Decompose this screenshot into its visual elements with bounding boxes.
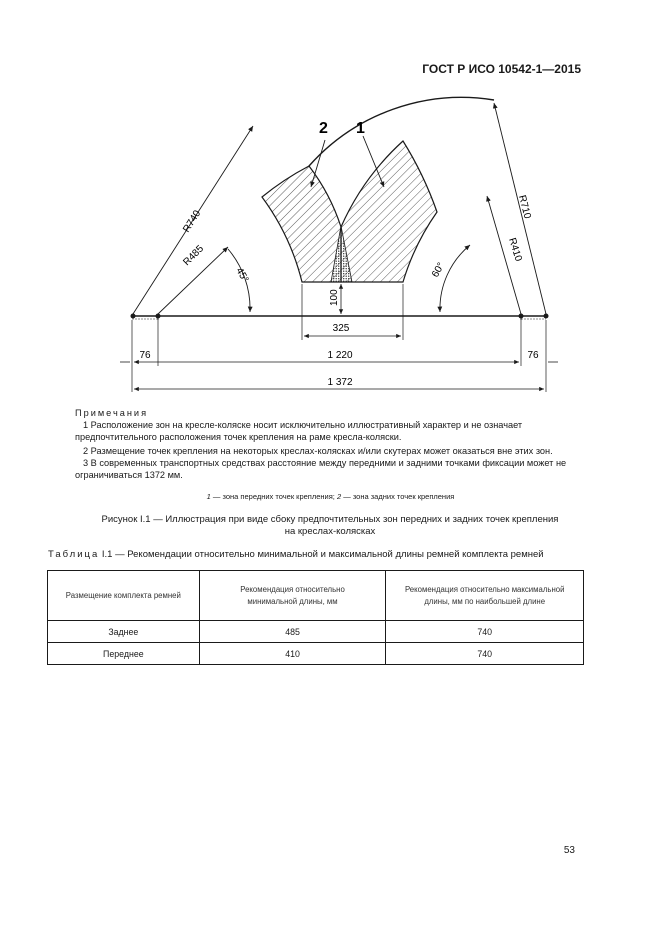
note-1: 1 Расположение зон на кресле-коляске носит исключительно иллюстративный характер и не означает предпочтительного расположения точек крепления на раме кресла-коляски. (75, 420, 523, 443)
note-3: 3 В современных транспортных средствах расстояние между передними и задними точками фиксации может не ограничиваться 1372 мм. (75, 458, 567, 481)
table-cell: 485 (199, 621, 386, 643)
table-row (48, 643, 584, 665)
notes-title: Примечания (75, 408, 149, 418)
dim-label-1220: 1 220 (327, 350, 353, 361)
table-header-cell: Рекомендация относительно минимальной длины, мм (199, 571, 386, 621)
table-header-cell: Рекомендация относительно максимальной длины, мм по наибольшей длине (386, 571, 584, 621)
zone-label-1: 1 (356, 120, 365, 137)
table-cell: Заднее (48, 621, 200, 643)
table-title: Таблица I.1 — Рекомендации относительно минимальной и максимальной длины ремней комплекта ремней (48, 549, 544, 560)
table-cell: 740 (386, 643, 584, 665)
front-anchor-point (519, 314, 524, 319)
table-header-row (48, 571, 584, 621)
table-cell: Переднее (48, 643, 200, 665)
rear-anchor-zone-2 (262, 166, 341, 282)
figure-caption: Рисунок I.1 — Иллюстрация при виде сбоку предпочтительных зон передних и задних точек крепления на креслах-колясках (101, 514, 559, 537)
zone-label-2: 2 (319, 120, 328, 137)
dim-label-right-76: 76 (527, 350, 539, 361)
dim-label-left-76: 76 (139, 350, 151, 361)
figure-legend: 1 — зона передних точек крепления; 2 — зона задних точек крепления (206, 492, 455, 501)
rear-anchor-point (156, 314, 161, 319)
front-limit-point (544, 314, 549, 319)
table-header-cell: Размещение комплекта ремней (48, 571, 200, 621)
belt-length-table (47, 570, 584, 665)
angle-label-60: 60° (430, 260, 448, 280)
dim-label-325: 325 (332, 323, 350, 334)
note-2: 2 Размещение точек крепления на некоторых креслах-колясках и/или скутерах может оказаться вне этих зон. (83, 446, 553, 456)
dim-label-100: 100 (329, 289, 340, 306)
table-cell: 740 (386, 621, 584, 643)
table-row (48, 621, 584, 643)
dim-label-1372: 1 372 (327, 377, 353, 388)
wheelchair-anchor-zones-figure (0, 0, 661, 400)
rear-limit-point (131, 314, 136, 319)
page-number: 53 (563, 845, 575, 856)
radius-label-r740: R740 (181, 208, 204, 235)
radius-label-r710: R710 (516, 194, 533, 220)
table-cell: 410 (199, 643, 386, 665)
radius-label-r485: R485 (181, 243, 207, 269)
angle-label-45: 45° (233, 266, 251, 285)
document-header-code: ГОСТ Р ИСО 10542-1—2015 (422, 62, 581, 76)
radius-label-r410: R410 (506, 236, 524, 263)
front-anchor-zone-1 (341, 141, 437, 282)
